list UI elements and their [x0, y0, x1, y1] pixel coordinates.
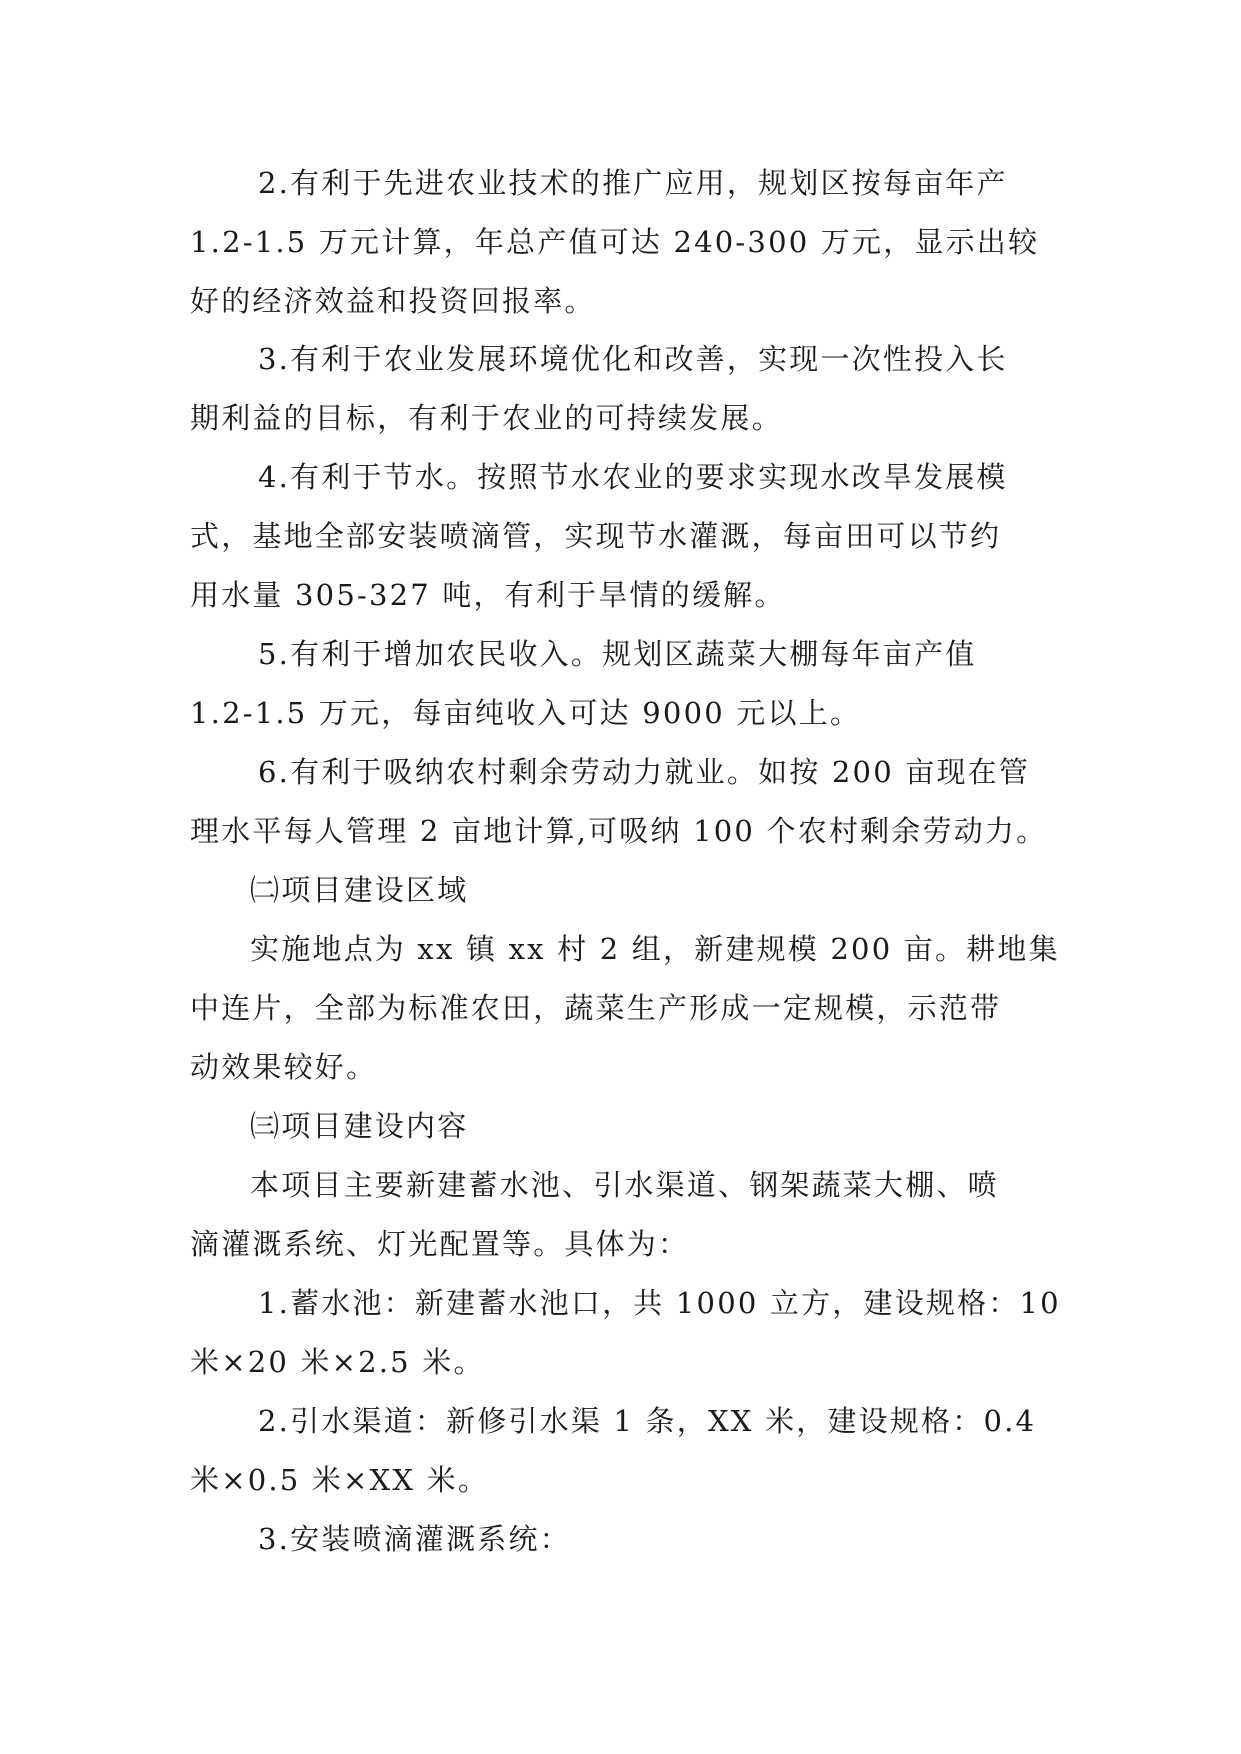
- paragraph-2-line-1: 3.有利于农业发展环境优化和改善，实现一次性投入长: [258, 342, 1008, 376]
- paragraph-9-line-2: 米×0.5 米×XX 米。: [190, 1463, 490, 1497]
- paragraph-3-line-1: 4.有利于节水。按照节水农业的要求实现水改旱发展模: [258, 460, 1008, 494]
- paragraph-1-line-2: 1.2-1.5 万元计算，年总产值可达 240-300 万元，显示出较: [190, 225, 1040, 259]
- paragraph-2-line-2: 期利益的目标，有利于农业的可持续发展。: [190, 401, 783, 435]
- paragraph-6-line-2: 中连片，全部为标准农田，蔬菜生产形成一定规模，示范带: [190, 991, 1002, 1025]
- paragraph-6-line-3: 动效果较好。: [190, 1050, 378, 1084]
- paragraph-4-line-2: 1.2-1.5 万元，每亩纯收入可达 9000 元以上。: [190, 696, 862, 730]
- section-heading-3: ㈢项目建设内容: [250, 1109, 469, 1143]
- paragraph-1-line-1: 2.有利于先进农业技术的推广应用，规划区按每亩年产: [258, 166, 1008, 200]
- section-heading-2: ㈡项目建设区域: [250, 873, 469, 907]
- paragraph-10-line-1: 3.安装喷滴灌溉系统：: [258, 1522, 571, 1556]
- paragraph-7-line-1: 本项目主要新建蓄水池、引水渠道、钢架蔬菜大棚、喷: [250, 1168, 999, 1202]
- paragraph-9-line-1: 2.引水渠道：新修引水渠 1 条，XX 米，建设规格：0.4: [258, 1404, 1037, 1438]
- paragraph-3-line-2: 式，基地全部安装喷滴管，实现节水灌溉，每亩田可以节约: [190, 519, 1002, 553]
- paragraph-3-line-3: 用水量 305-327 吨，有利于旱情的缓解。: [190, 578, 786, 612]
- paragraph-1-line-3: 好的经济效益和投资回报率。: [190, 284, 596, 318]
- paragraph-8-line-2: 米×20 米×2.5 米。: [190, 1345, 485, 1379]
- paragraph-8-line-1: 1.蓄水池：新建蓄水池口，共 1000 立方，建设规格：10: [258, 1286, 1061, 1320]
- paragraph-5-line-1: 6.有利于吸纳农村剩余劳动力就业。如按 200 亩现在管: [258, 755, 1031, 789]
- paragraph-4-line-1: 5.有利于增加农民收入。规划区蔬菜大棚每年亩产值: [258, 637, 977, 671]
- paragraph-5-line-2: 理水平每人管理 2 亩地计算,可吸纳 100 个农村剩余劳动力。: [190, 814, 1048, 848]
- paragraph-7-line-2: 滴灌溉系统、灯光配置等。具体为：: [190, 1227, 690, 1261]
- paragraph-6-line-1: 实施地点为 xx 镇 xx 村 2 组，新建规模 200 亩。耕地集: [250, 932, 1060, 966]
